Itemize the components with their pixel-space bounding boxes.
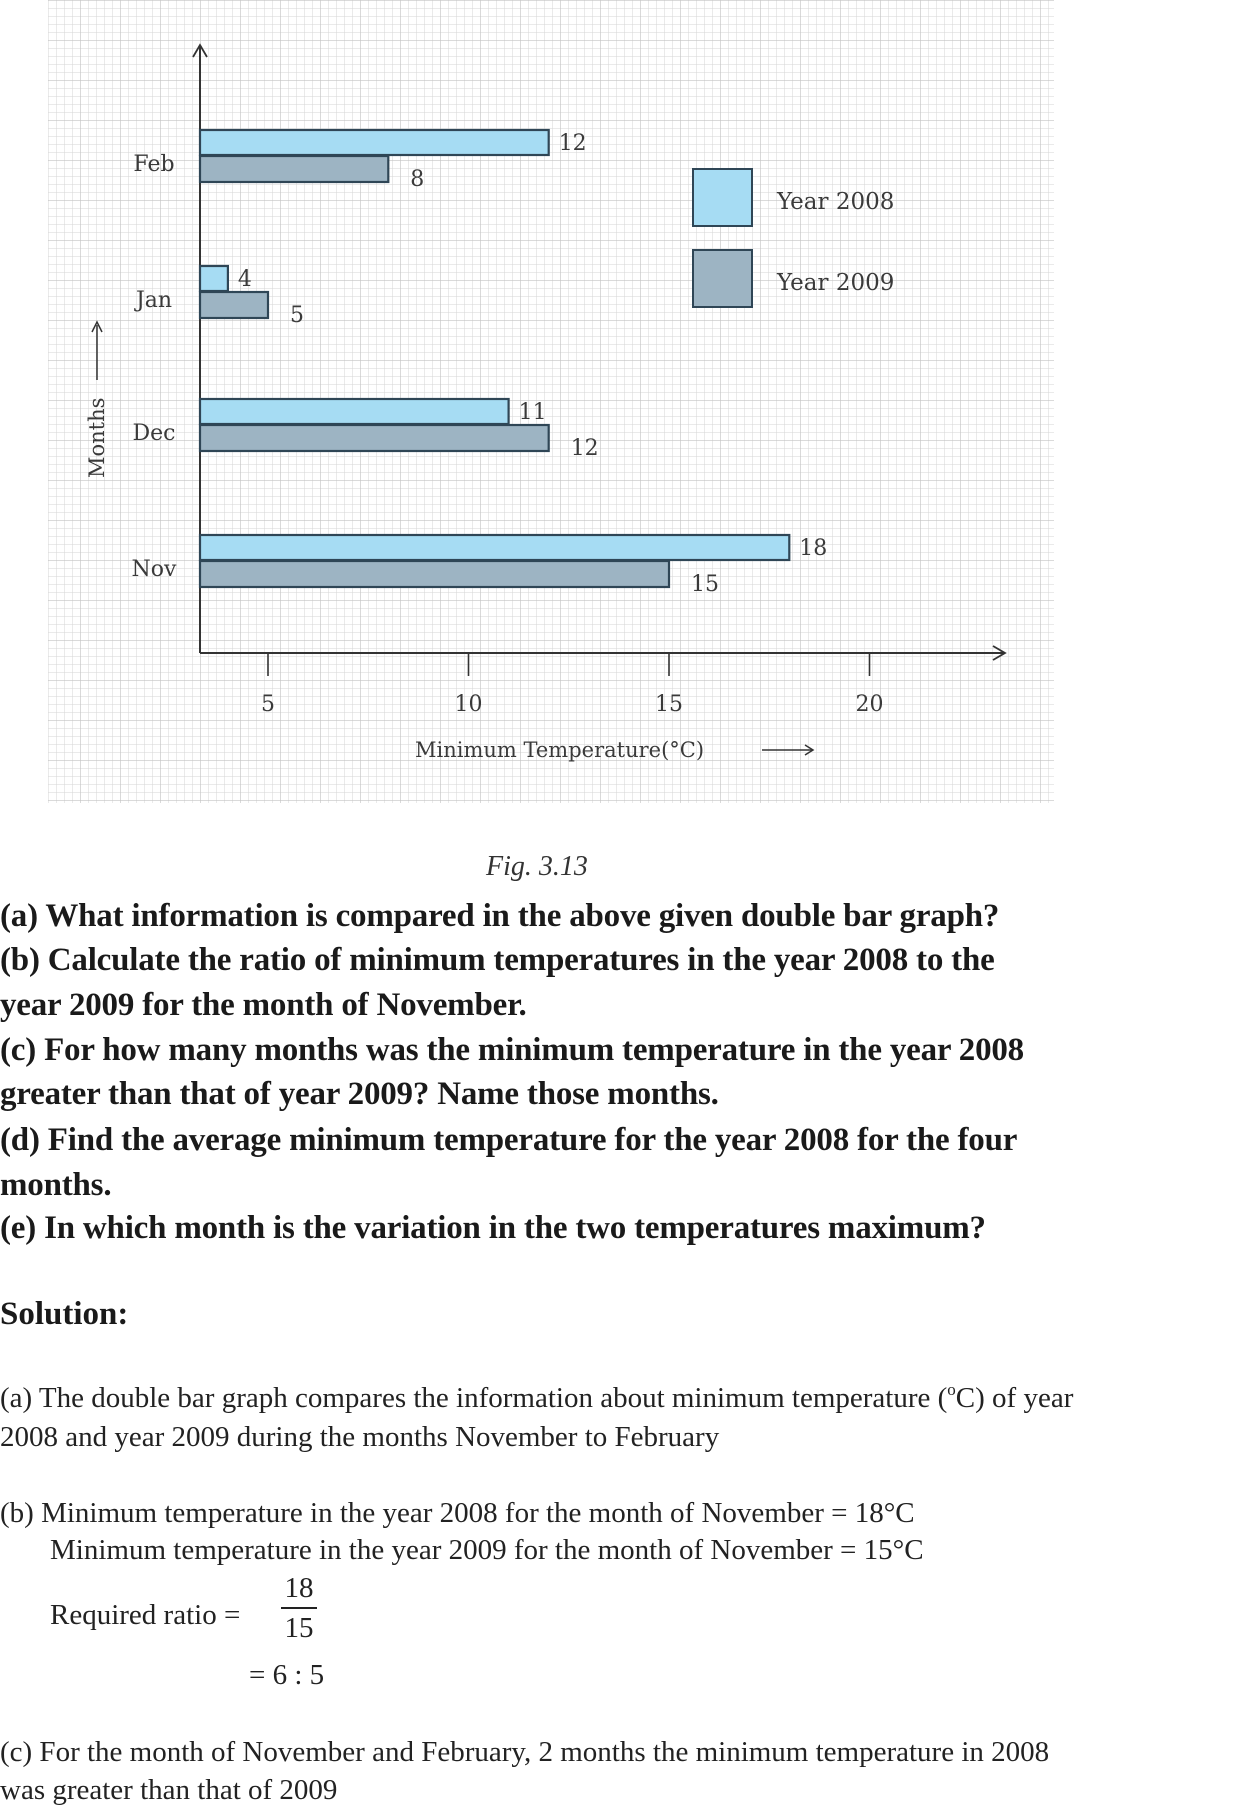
category-label-jan: Jan [135, 288, 173, 313]
y-axis-title: Months [85, 397, 109, 478]
solution-c-line1: (c) For the month of November and February, 2 months the minimum temperature in 2008 [0, 1736, 1050, 1768]
data-label: 8 [410, 167, 425, 192]
question-d-cont: months. [0, 1167, 112, 1203]
legend-label: Year 2009 [777, 270, 895, 296]
question-b-cont: year 2009 for the month of November. [0, 987, 527, 1023]
question-b: (b) Calculate the ratio of minimum temperatures in the year 2008 to the [0, 942, 995, 978]
double-bar-chart [0, 0, 1235, 820]
solution-a-line2: 2008 and year 2009 during the months November to February [0, 1421, 720, 1453]
bar-dec-year-2009 [200, 425, 549, 451]
bar-feb-year-2009 [200, 156, 388, 182]
x-tick-label: 10 [454, 692, 483, 717]
legend-swatch-year-2008 [693, 169, 752, 226]
bar-nov-year-2008 [200, 535, 789, 560]
solution-b-line1: (b) Minimum temperature in the year 2008 for the month of November = 18°C [0, 1497, 915, 1529]
question-d: (d) Find the average minimum temperature for the year 2008 for the four [0, 1122, 1018, 1158]
solution-b-line2: Minimum temperature in the year 2009 for the month of November = 15°C [50, 1534, 924, 1566]
category-label-feb: Feb [133, 152, 175, 177]
solution-a-line1 [0, 1379, 1073, 1417]
legend-swatch-year-2009 [693, 250, 752, 307]
question-e: (e) In which month is the variation in the two temperatures maximum? [0, 1210, 986, 1246]
fraction-bar [281, 1607, 317, 1609]
bar-dec-year-2008 [200, 399, 509, 424]
data-label: 11 [518, 400, 547, 425]
bar-jan-year-2009 [200, 292, 268, 318]
question-c-cont: greater than that of year 2009? Name those months. [0, 1076, 719, 1112]
question-c: (c) For how many months was the minimum temperature in the year 2008 [0, 1032, 1024, 1068]
figure-caption: Fig. 3.13 [486, 851, 588, 882]
ratio-denominator: 15 [284, 1612, 314, 1644]
ratio-result: = 6 : 5 [249, 1659, 325, 1691]
x-tick-label: 20 [855, 692, 884, 717]
category-label-dec: Dec [132, 421, 176, 446]
chart-canvas [0, 0, 1235, 820]
data-label: 4 [237, 267, 252, 292]
bar-nov-year-2009 [200, 561, 669, 587]
degree-symbol: o [947, 1380, 956, 1399]
ratio-fraction [281, 1571, 317, 1645]
x-tick-label: 15 [655, 692, 683, 717]
x-tick-label: 5 [261, 692, 275, 717]
question-a: (a) What information is compared in the above given double bar graph? [0, 898, 1000, 934]
bar-feb-year-2008 [200, 130, 549, 155]
category-label-nov: Nov [131, 557, 177, 582]
data-label: 5 [290, 303, 304, 328]
solution-heading: Solution: [0, 1296, 129, 1332]
ratio-numerator: 18 [284, 1572, 314, 1604]
data-label: 18 [799, 536, 828, 561]
data-label: 15 [691, 572, 719, 597]
solution-c-line2: was greater than that of 2009 [0, 1774, 338, 1806]
x-axis-title: Minimum Temperature(°C) [415, 738, 705, 762]
bar-jan-year-2008 [200, 266, 228, 291]
legend-label: Year 2008 [777, 189, 895, 215]
solution-a-text-end: C) of year [955, 1382, 1074, 1414]
data-label: 12 [570, 436, 599, 461]
ratio-label: Required ratio = [50, 1599, 241, 1631]
solution-a-text: (a) The double bar graph compares the information about minimum temperature ( [0, 1382, 948, 1414]
data-label: 12 [558, 131, 587, 156]
